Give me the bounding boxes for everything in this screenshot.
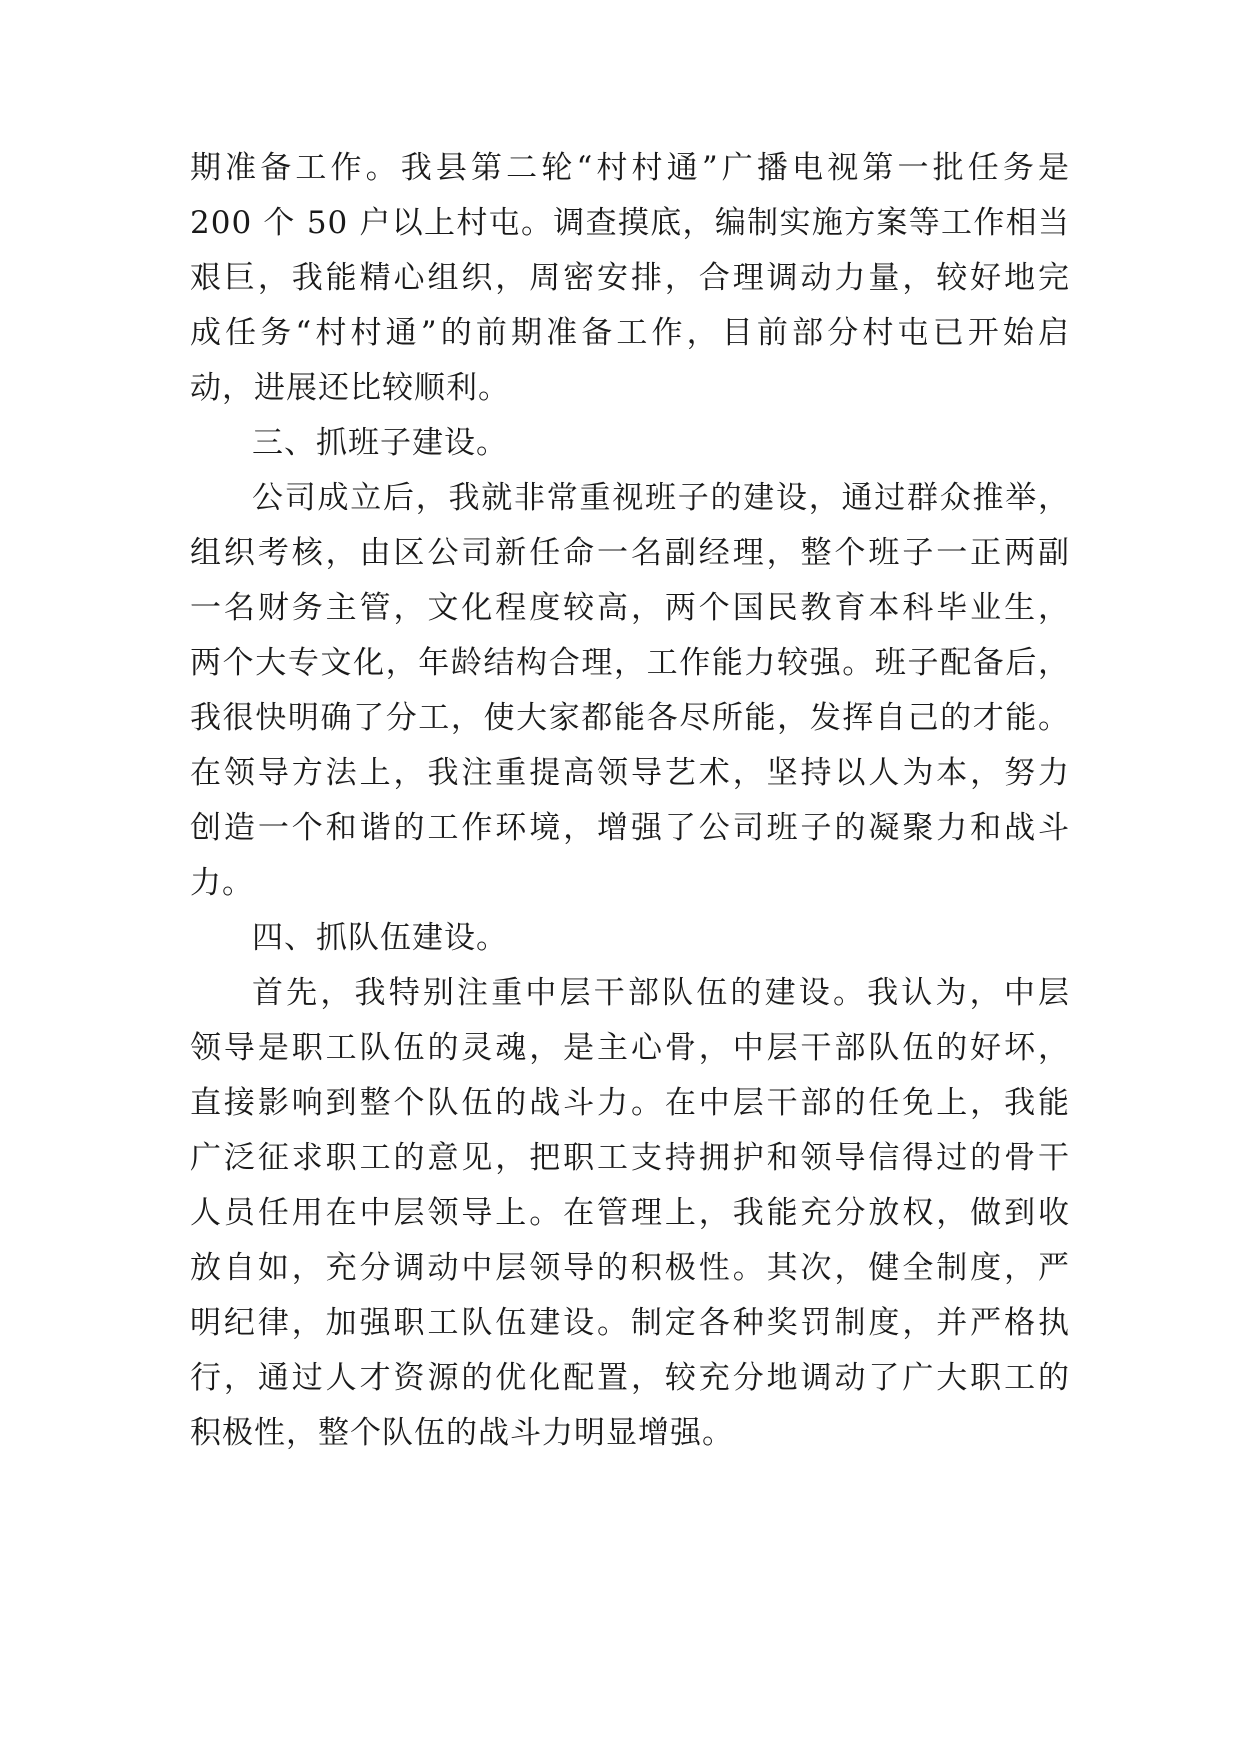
- text-line: 积极性，整个队伍的战斗力明显增强。: [190, 1415, 734, 1451]
- text-line: 放自如，充分调动中层领导的积极性。其次，健全制度，严: [190, 1250, 1070, 1286]
- text-line: 两个大专文化，年龄结构合理，工作能力较强。班子配备后，: [190, 645, 1070, 681]
- text-line: 领导是职工队伍的灵魂，是主心骨，中层干部队伍的好坏，: [190, 1030, 1070, 1066]
- text-line: 直接影响到整个队伍的战斗力。在中层干部的任免上，我能: [190, 1085, 1070, 1121]
- text-line: 首先，我特别注重中层干部队伍的建设。我认为，中层: [252, 975, 1070, 1011]
- section-heading: 三、抓班子建设。: [252, 425, 508, 461]
- text-line: 艰巨，我能精心组织，周密安排，合理调动力量，较好地完: [190, 260, 1070, 296]
- text-line: 明纪律，加强职工队伍建设。制定各种奖罚制度，并严格执: [190, 1305, 1070, 1341]
- text-line: 人员任用在中层领导上。在管理上，我能充分放权，做到收: [190, 1195, 1070, 1231]
- text-line: 力。: [190, 865, 254, 901]
- text-line: 行，通过人才资源的优化配置，较充分地调动了广大职工的: [190, 1360, 1070, 1396]
- text-line: 创造一个和谐的工作环境，增强了公司班子的凝聚力和战斗: [190, 810, 1070, 846]
- text-line: 公司成立后，我就非常重视班子的建设，通过群众推举，: [252, 480, 1070, 516]
- text-line: 广泛征求职工的意见，把职工支持拥护和领导信得过的骨干: [190, 1140, 1070, 1176]
- text-line: 一名财务主管，文化程度较高，两个国民教育本科毕业生，: [190, 590, 1070, 626]
- text-line: 成任务“村村通”的前期准备工作，目前部分村屯已开始启: [190, 315, 1070, 351]
- text-line: 200 个 50 户以上村屯。调查摸底，编制实施方案等工作相当: [190, 205, 1070, 241]
- text-line: 组织考核，由区公司新任命一名副经理，整个班子一正两副: [190, 535, 1070, 571]
- section-heading: 四、抓队伍建设。: [252, 920, 508, 956]
- text-line: 期准备工作。我县第二轮“村村通”广播电视第一批任务是: [190, 150, 1070, 186]
- text-line: 在领导方法上，我注重提高领导艺术，坚持以人为本，努力: [190, 755, 1070, 791]
- text-line: 我很快明确了分工，使大家都能各尽所能，发挥自己的才能。: [190, 700, 1070, 736]
- text-line: 动，进展还比较顺利。: [190, 370, 510, 406]
